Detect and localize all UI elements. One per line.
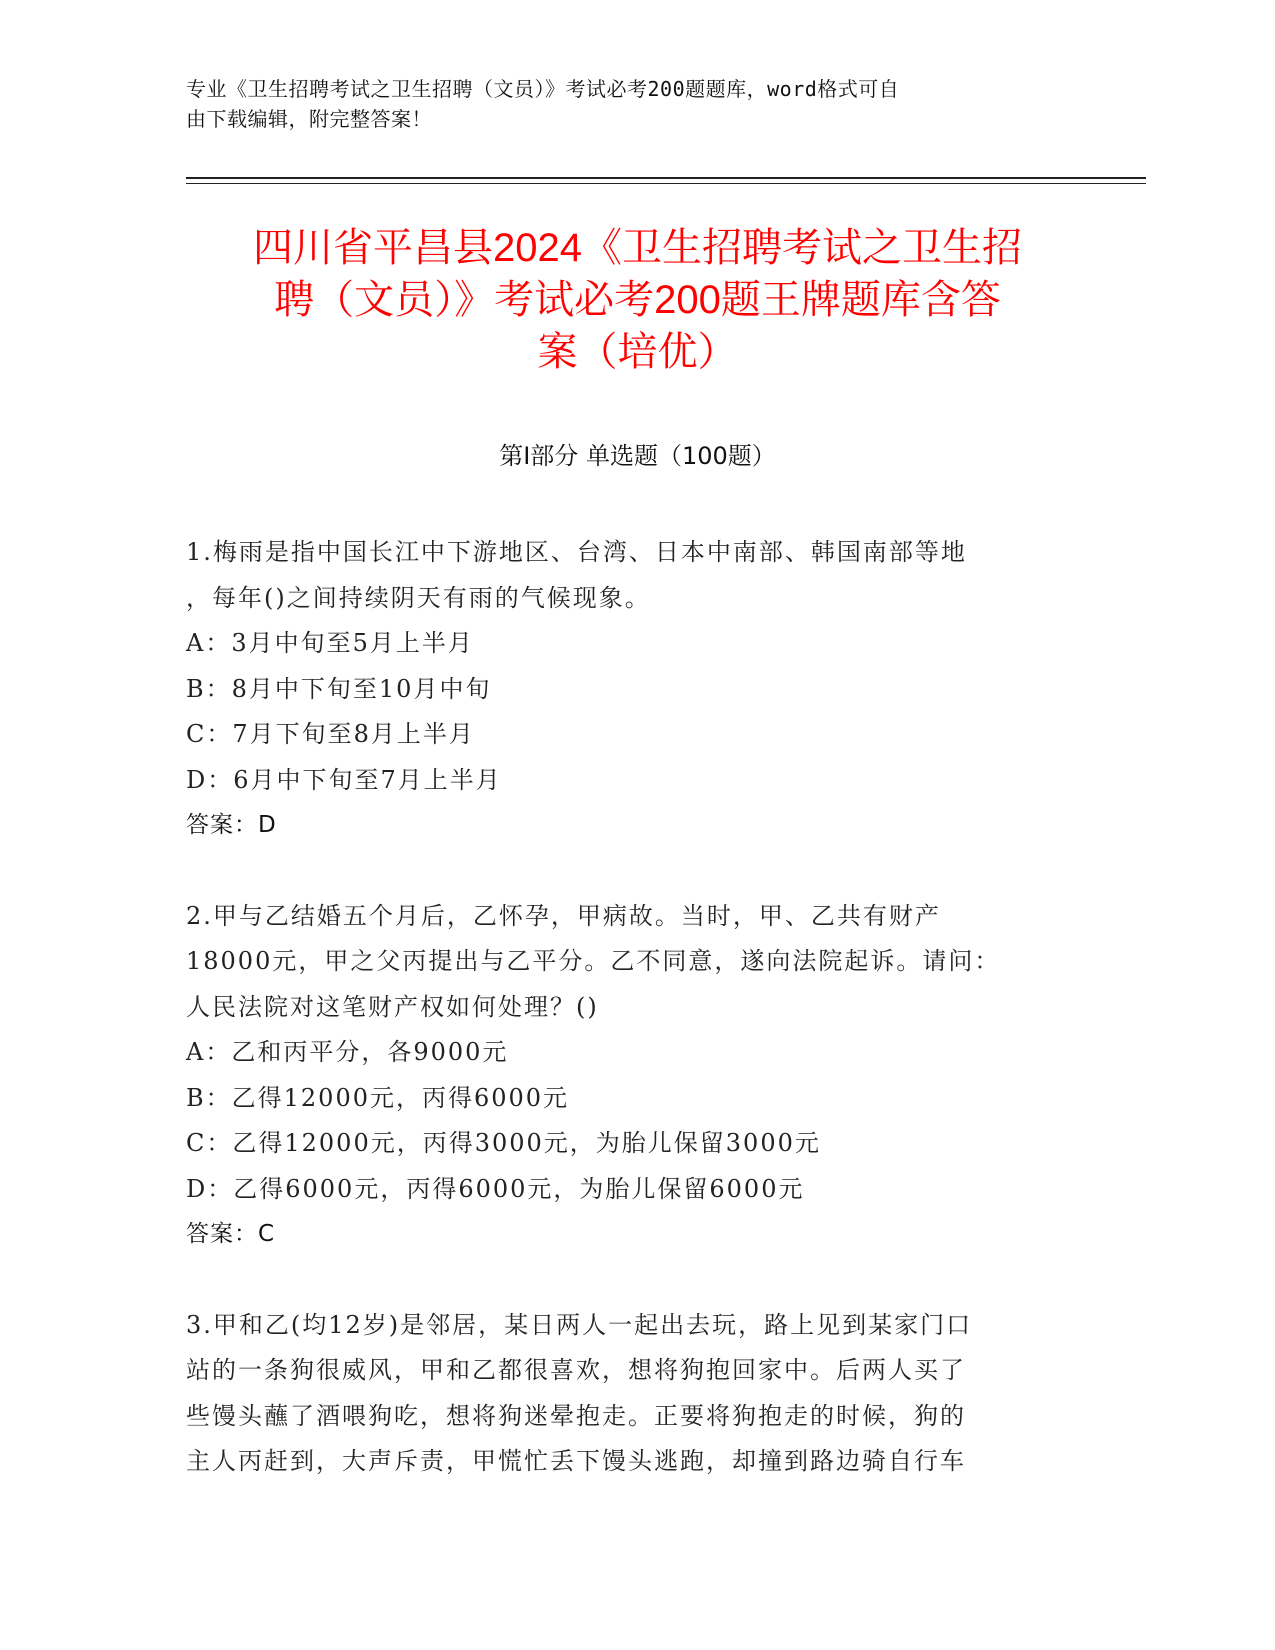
option-c: C：乙得12000元，丙得3000元，为胎儿保留3000元 [186, 1129, 821, 1157]
option-a: A：3月中旬至5月上半月 [186, 629, 474, 657]
question-text-line: 1.梅雨是指中国长江中下游地区、台湾、日本中南部、韩国南部等地 [186, 538, 967, 566]
header-note-line-1: 专业《卫生招聘考试之卫生招聘（文员）》考试必考200题题库，word格式可自 [186, 77, 900, 101]
header-divider-thick [186, 177, 1146, 179]
document-title [186, 222, 1089, 378]
question-text-line: 2.甲与乙结婚五个月后，乙怀孕，甲病故。当时，甲、乙共有财产 [186, 901, 941, 930]
title-line-2: 聘（文员）》考试必考200题王牌题库含答 [274, 278, 1001, 322]
header-note [186, 74, 1086, 134]
question-text-line: 站的一条狗很威风，甲和乙都很喜欢，想将狗抱回家中。后两人买了 [186, 1356, 966, 1384]
option-a: A：乙和丙平分，各9000元 [186, 1038, 509, 1066]
header-divider-thin [186, 183, 1146, 184]
section-heading: 第Ⅰ部分 单选题（100题） [499, 442, 776, 470]
question-text-line: 主人丙赶到，大声斥责，甲慌忙丢下馒头逃跑，却撞到路边骑自行车 [186, 1447, 966, 1475]
title-line-3: 案（培优） [537, 330, 738, 374]
question-1 [186, 530, 1066, 849]
answer: 答案：D [186, 812, 277, 838]
question-3 [186, 1303, 1066, 1485]
answer: 答案：C [186, 1221, 276, 1247]
title-line-1: 四川省平昌县2024《卫生招聘考试之卫生招 [253, 226, 1022, 270]
question-2 [186, 894, 1066, 1258]
question-list [186, 530, 1066, 1530]
header-note-line-2: 由下载编辑，附完整答案！ [186, 107, 432, 131]
option-d: D：乙得6000元，丙得6000元，为胎儿保留6000元 [186, 1174, 805, 1203]
option-d: D：6月中下旬至7月上半月 [186, 765, 502, 794]
question-text-line: ，每年()之间持续阴天有雨的气候现象。 [186, 583, 651, 612]
question-text-line: 3.甲和乙(均12岁)是邻居，某日两人一起出去玩，路上见到某家门口 [186, 1310, 973, 1339]
question-text-line: 些馒头蘸了酒喂狗吃，想将狗迷晕抱走。正要将狗抱走的时候，狗的 [186, 1401, 966, 1430]
option-b: B：乙得12000元，丙得6000元 [186, 1083, 570, 1112]
question-text-line: 人民法院对这笔财产权如何处理？() [186, 992, 599, 1021]
question-text-line: 18000元，甲之父丙提出与乙平分。乙不同意，遂向法院起诉。请问： [186, 947, 1001, 975]
option-c: C：7月下旬至8月上半月 [186, 720, 475, 748]
option-b: B：8月中下旬至10月中旬 [186, 674, 492, 703]
